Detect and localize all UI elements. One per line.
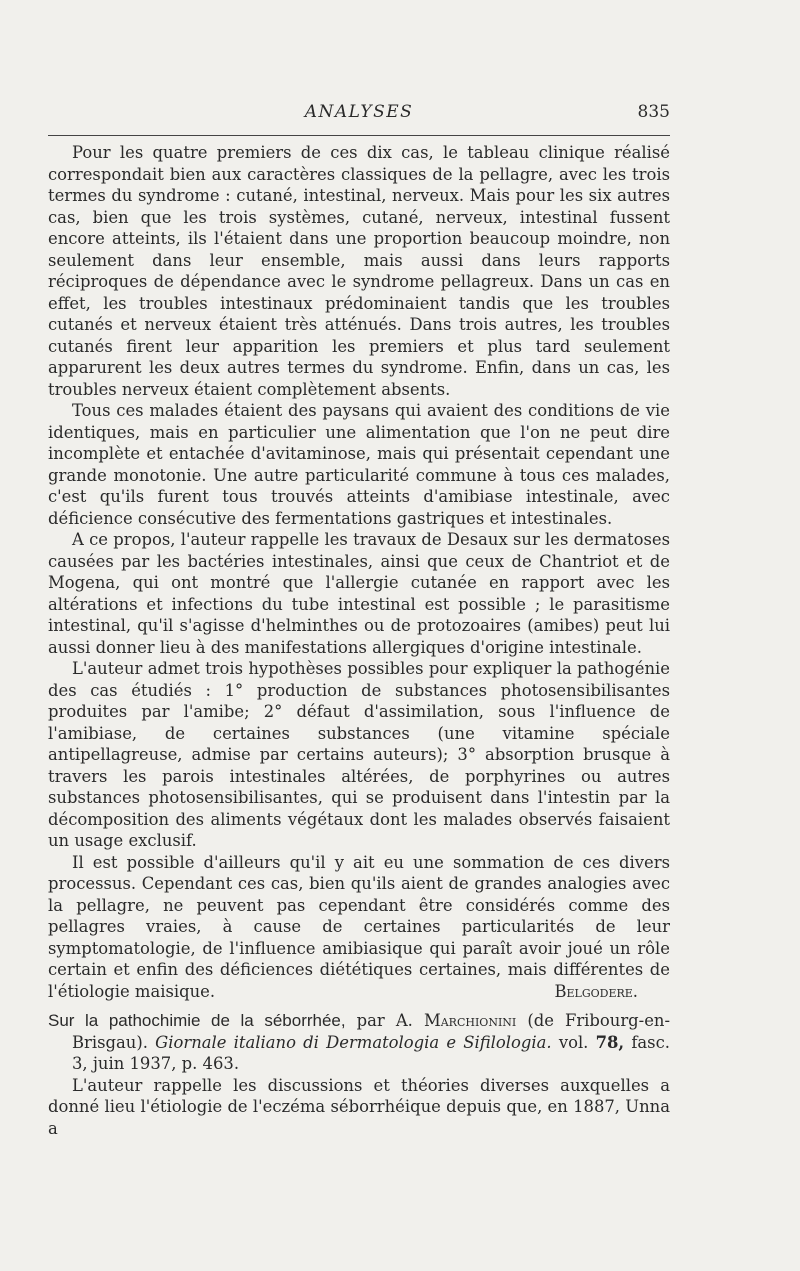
journal-title: Giornale italiano di Dermatologia e Sifilologia. <box>155 1032 552 1052</box>
issue-info: fasc. 3, juin 1937, p. 463. <box>72 1032 670 1073</box>
paragraph: Pour les quatre premiers de ces dix cas, le tableau clinique réalisé correspondait bien aux caractères classiques de la pellagre, avec les trois termes du syndrome : cutané, intestinal, nerveux. Mais pour les six autres cas, bien que les trois systèmes, cutané, nerveux, intestinal fussent encore atteints, ils l'étaient dans une proportion beaucoup moindre, non seulement dans leur ensemble, mais aussi dans leurs rapports réciproques de dépendance avec le syndrome pellagreux. Dans un cas en effet, les troubles intestinaux prédominaient tandis que les troubles cutanés et nerveux étaient très atténués. Dans trois autres, les troubles cutanés firent leur apparition les premiers et plus tard seulement apparurent les deux autres termes du syndrome. Enfin, dans un cas, les troubles nerveux étaient complètement absents. <box>48 143 670 399</box>
paragraph: Il est possible d'ailleurs qu'il y ait eu une sommation de ces divers processus. Cependant ces cas, bien qu'ils aient de grandes analogies avec la pellagre, ne peuvent pas cependant être considérés comme des pellagres vraies, à cause de certaines particularités de leur symptomatologie, de l'influence amibiasique qui paraît avoir joué un rôle certain et enfin des déficiences diététiques certaines, mais différentes de l'étiologie maisique. <box>48 852 670 1001</box>
running-title: ANALYSES <box>304 102 414 122</box>
review-author: Marchionini <box>423 1011 517 1030</box>
signature: Belgodere. <box>554 981 638 1001</box>
paragraph: Tous ces malades étaient des paysans qui avaient des conditions de vie identiques, mais en particulier une alimentation que l'on ne peut dire incomplète et entachée d'avitaminose, mais qui présentait cependant une grande monotonie. Une autre particularité commune à tous ces malades, c'est qu'ils furent tous trouvés atteints d'amibiase intestinale, avec déficience consécutive des fermentations gastriques et intestinales. <box>48 401 670 528</box>
header-rule <box>48 135 670 136</box>
paragraph: A ce propos, l'auteur rappelle les travaux de Desaux sur les dermatoses causées par les bactéries intestinales, ainsi que ceux de Chantriot et de Mogena, qui ont montré que l'allergie cutanée en rapport avec les altérations et infections du tube intestinal est possible ; le parasitisme intestinal, qu'il s'agisse d'helminthes ou de protozoaires (amibes) peut lui aussi donner lieu à des manifestations allergiques d'origine intestinale. <box>48 530 670 657</box>
page-number: 835 <box>637 102 670 122</box>
paragraph: L'auteur admet trois hypothèses possibles pour expliquer la pathogénie des cas étudiés : 1° production de substances photosensibilisantes produites par l'amibe; 2° défaut d'assimilation, sous l'influence de l'amibiase, de certaines substances (une vitamine spéciale antipellagreuse, admise par certains auteurs); 3° absorption brusque à travers les parois intestinales altérées, de porphyrines ou autres substances photosensibilisantes, qui se produisent dans l'intestin par la décomposition des aliments végétaux dont les malades observés faisaient un usage exclusif. <box>48 659 670 850</box>
article-body <box>48 142 670 1139</box>
running-head <box>48 102 670 126</box>
volume-number: 78, <box>595 1032 625 1052</box>
review-by: par A. <box>356 1011 413 1030</box>
final-paragraph: L'auteur rappelle les discussions et théories diverses auxquelles a donné lieu l'étiologie de l'eczéma séborrhéique depuis que, en 1887, Unna a <box>48 1075 670 1138</box>
paragraph-with-signature <box>48 852 670 1003</box>
review-heading <box>48 1010 670 1075</box>
review-title: Sur la pathochimie de la séborrhée, <box>48 1011 346 1030</box>
volume-label: vol. <box>558 1032 589 1052</box>
review-affiliation: (de Fribourg-en-Brisgau). <box>72 1011 670 1052</box>
